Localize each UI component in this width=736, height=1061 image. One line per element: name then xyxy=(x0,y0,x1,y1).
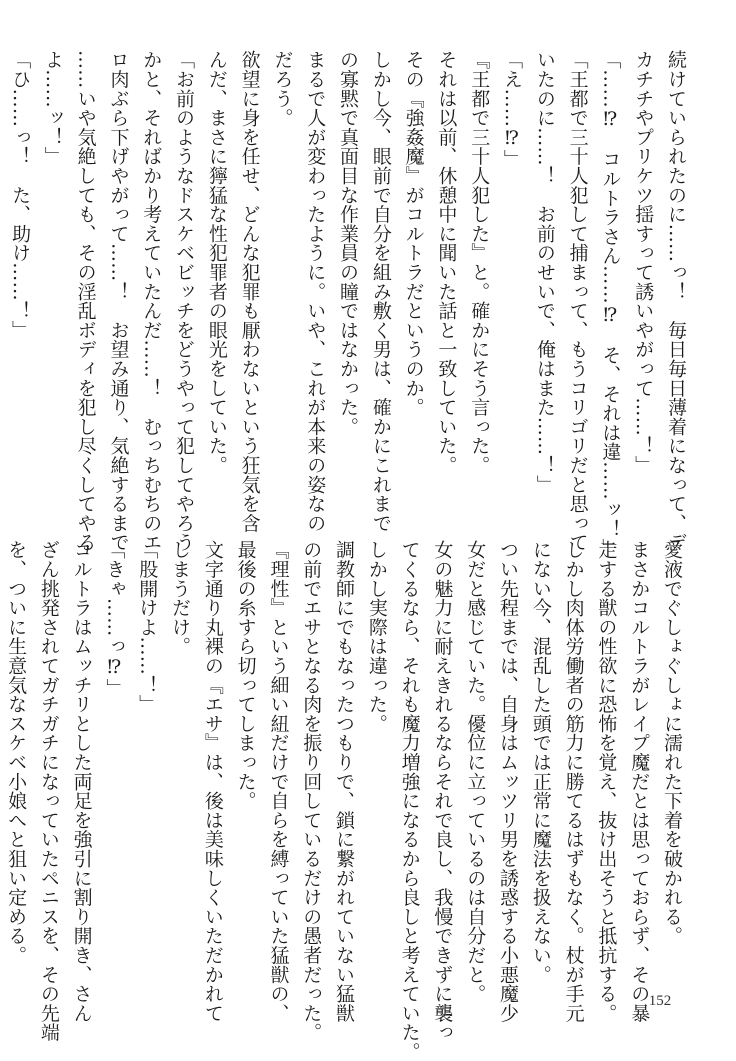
text-line: 愛液でぐしょぐしょに濡れた下着を破かれる。 xyxy=(661,540,683,946)
text-line: まるで人が変わったように。いや、これが本来の姿なの xyxy=(304,50,327,533)
text-line: 『理性』という細い紐だけで自らを縛っていた猛獣の、 xyxy=(267,540,290,1023)
text-line: その『強姦魔』がコルトラだというのか。 xyxy=(402,50,425,417)
text-line: 「ひ……っ！ た、助け……！」 xyxy=(9,50,32,340)
text-line: を、ついに生意気なスケベ小娘へと狙い定める。 xyxy=(5,540,28,965)
text-line: んだ、まさに獰猛な性犯罪者の眼光をしていた。 xyxy=(205,50,228,475)
text-line: かと、そればかり考えていたんだ……！ むっちむちのエ xyxy=(140,50,163,552)
text-line: しかし実際は違った。 xyxy=(365,540,388,733)
upper-text-block xyxy=(9,50,692,558)
text-line: 最後の糸すら切ってしまった。 xyxy=(234,540,257,811)
text-line: いたのに……！ お前のせいで、俺はまた……！」 xyxy=(533,50,556,494)
text-line: 「きゃ……っ⁉」 xyxy=(103,540,126,698)
text-line: しかし今、眼前で自分を組み敷く男は、確かにこれまで xyxy=(369,50,392,533)
text-line: 走する獣の性欲に恐怖を覚え、抜け出そうと抵抗する。 xyxy=(595,540,618,1023)
text-line: ロ肉ぶら下げやがって……！ お望み通り、気絶するまで xyxy=(107,50,130,552)
text-line: 欲望に身を任せ、どんな犯罪も厭わないという狂気を含 xyxy=(238,50,261,533)
text-line: 文字通り丸裸の『エサ』は、後は美味しくいただかれて xyxy=(201,540,224,1023)
text-line: しかし肉体労働者の筋力に勝てるはずもなく。杖が手元 xyxy=(562,540,585,1023)
text-line: 「……⁉ コルトラさん……⁉ そ、それは違……ッ！」 xyxy=(599,50,622,558)
text-line: つい先程までは、自身はムッツリ男を誘惑する小悪魔少 xyxy=(497,540,520,1023)
text-line: それは以前、休憩中に聞いた話と一致していた。 xyxy=(435,50,458,475)
text-line: 「王都で三十人犯して捕まって、もうコリゴリだと思って xyxy=(566,50,589,552)
text-line: ……いや気絶しても、その淫乱ボディを犯し尽くしてやる xyxy=(74,50,97,552)
page-number: 152 xyxy=(648,993,672,1009)
text-line: にない今、混乱した頭では正常に魔法を扱えない。 xyxy=(529,540,552,984)
text-line: てくるなら、それも魔力増強になるから良しと考えていた。 xyxy=(398,540,421,1061)
text-line: 女の魅力に耐えきれるならそれで良し、我慢できずに襲っ xyxy=(431,540,454,1042)
text-line: 「え……⁉」 xyxy=(501,50,524,169)
text-line: カチチやプリケツ揺すって誘いやがって……！」 xyxy=(632,50,655,475)
text-line: の前でエサとなる肉を振り回しているだけの愚者だった。 xyxy=(300,540,323,1042)
text-line: よ……ッ！」 xyxy=(41,50,64,166)
text-line: 女だと感じていた。優位に立っているのは自分だと。 xyxy=(464,540,487,1004)
text-line: 調教師にでもなったつもりで、鎖に繋がれていない猛獣 xyxy=(333,540,356,1023)
text-line: ざん挑発されてガチガチになっていたペニスを、その先端 xyxy=(37,540,60,1042)
text-line: 「股開けよ……！」 xyxy=(136,540,159,714)
text-line: 『王都で三十人犯した』と。確かにそう言った。 xyxy=(468,50,491,475)
text-line: コルトラはムッチリとした両足を強引に割り開き、さん xyxy=(70,540,93,1023)
text-line: 続けていられたのに……っ！ 毎日毎日薄着になって、デ xyxy=(665,50,687,552)
text-line: の寡黙で真面目な作業員の瞳ではなかった。 xyxy=(337,50,360,436)
text-line: だろう。 xyxy=(271,50,294,128)
text-line: しまうだけ。 xyxy=(169,540,192,656)
text-line: 「お前のようなドスケベビッチをどうやって犯してやろう xyxy=(173,50,196,552)
text-line: まさかコルトラがレイプ魔だとは思っておらず、その暴 xyxy=(628,540,651,1023)
